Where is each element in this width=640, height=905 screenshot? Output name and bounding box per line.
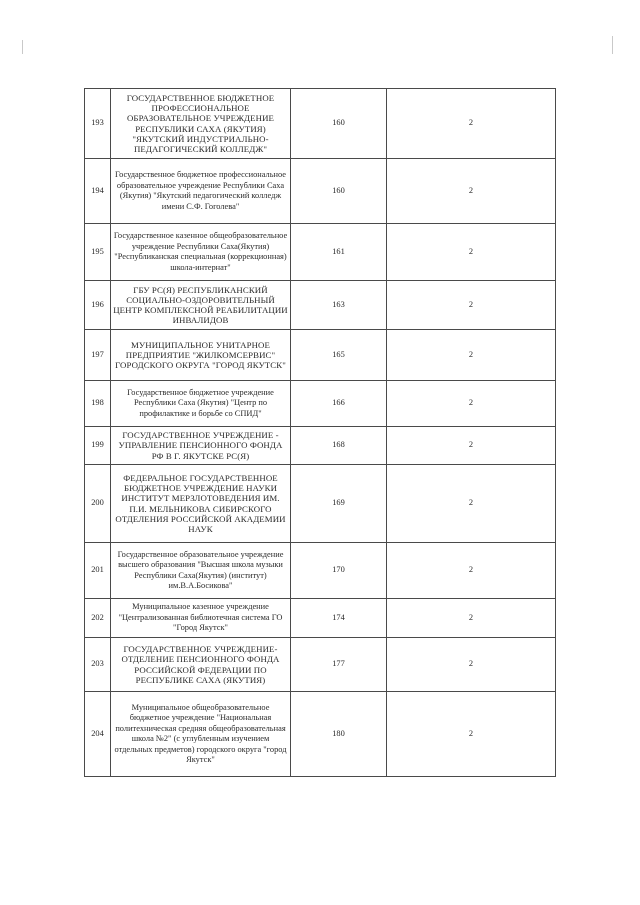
table-row	[85, 638, 556, 692]
right-scan-mark	[612, 36, 613, 54]
organization-name: Государственное казенное общеобразовательное учреждение Республики Саха(Якутия) "Республиканская специальная (коррекционная) школа-интернат"	[111, 224, 291, 281]
organization-name: ГОСУДАРСТВЕННОЕ УЧРЕЖДЕНИЕ-ОТДЕЛЕНИЕ ПЕНСИОННОГО ФОНДА РОССИЙСКОЙ ФЕДЕРАЦИИ ПО РЕСПУБЛИКЕ САХА (ЯКУТИЯ)	[111, 638, 291, 692]
left-scan-mark	[22, 40, 23, 54]
row-value: 2	[387, 638, 556, 692]
table-row	[85, 543, 556, 599]
table-row	[85, 427, 556, 465]
organizations-table	[84, 88, 556, 777]
row-value: 2	[387, 224, 556, 281]
row-number: 199	[85, 427, 111, 465]
row-value: 2	[387, 89, 556, 159]
row-number: 195	[85, 224, 111, 281]
row-code: 161	[291, 224, 387, 281]
table-row	[85, 89, 556, 159]
row-value: 2	[387, 381, 556, 427]
row-code: 169	[291, 465, 387, 543]
row-number: 204	[85, 692, 111, 777]
row-number: 201	[85, 543, 111, 599]
table-row	[85, 330, 556, 381]
organization-name: ФЕДЕРАЛЬНОЕ ГОСУДАРСТВЕННОЕ БЮДЖЕТНОЕ УЧРЕЖДЕНИЕ НАУКИ ИНСТИТУТ МЕРЗЛОТОВЕДЕНИЯ ИМ. П.И. МЕЛЬНИКОВА СИБИРСКОГО ОТДЕЛЕНИЯ РОССИЙСКОЙ АКАДЕМИИ НАУК	[111, 465, 291, 543]
row-code: 177	[291, 638, 387, 692]
row-value: 2	[387, 543, 556, 599]
row-number: 194	[85, 159, 111, 224]
organization-name: МУНИЦИПАЛЬНОЕ УНИТАРНОЕ ПРЕДПРИЯТИЕ "ЖИЛКОМСЕРВИС" ГОРОДСКОГО ОКРУГА "ГОРОД ЯКУТСК"	[111, 330, 291, 381]
organization-name: ГБУ РС(Я) РЕСПУБЛИКАНСКИЙ СОЦИАЛЬНО-ОЗДОРОВИТЕЛЬНЫЙ ЦЕНТР КОМПЛЕКСНОЙ РЕАБИЛИТАЦИИ ИНВАЛИДОВ	[111, 281, 291, 330]
organization-name: Муниципальное общеобразовательное бюджетное учреждение "Национальная политехническая средняя общеобразовательная школа №2" (с углубленным изучением отдельных предметов) городского округа "город Якутск"	[111, 692, 291, 777]
row-number: 193	[85, 89, 111, 159]
organization-name: ГОСУДАРСТВЕННОЕ БЮДЖЕТНОЕ ПРОФЕССИОНАЛЬНОЕ ОБРАЗОВАТЕЛЬНОЕ УЧРЕЖДЕНИЕ РЕСПУБЛИКИ САХА (ЯКУТИЯ) "ЯКУТСКИЙ ИНДУСТРИАЛЬНО-ПЕДАГОГИЧЕСКИЙ КОЛЛЕДЖ"	[111, 89, 291, 159]
table-row	[85, 599, 556, 638]
row-value: 2	[387, 599, 556, 638]
row-value: 2	[387, 330, 556, 381]
row-value: 2	[387, 159, 556, 224]
row-value: 2	[387, 427, 556, 465]
row-number: 203	[85, 638, 111, 692]
row-code: 165	[291, 330, 387, 381]
table-row	[85, 692, 556, 777]
table-row	[85, 224, 556, 281]
row-code: 170	[291, 543, 387, 599]
row-code: 160	[291, 159, 387, 224]
row-code: 163	[291, 281, 387, 330]
organization-name: Государственное образовательное учреждение высшего образования "Высшая школа музыки Республики Саха(Якутия) (институт) им.В.А.Босикова"	[111, 543, 291, 599]
row-value: 2	[387, 465, 556, 543]
row-value: 2	[387, 692, 556, 777]
organization-name: Государственное бюджетное профессиональное образовательное учреждение Республики Саха (Якутия) "Якутский педагогический колледж имени С.Ф. Гоголева"	[111, 159, 291, 224]
table-body	[85, 89, 556, 777]
row-code: 160	[291, 89, 387, 159]
table-row	[85, 381, 556, 427]
table-row	[85, 465, 556, 543]
row-code: 166	[291, 381, 387, 427]
row-number: 202	[85, 599, 111, 638]
row-number: 197	[85, 330, 111, 381]
table-row	[85, 281, 556, 330]
row-value: 2	[387, 281, 556, 330]
organization-name: ГОСУДАРСТВЕННОЕ УЧРЕЖДЕНИЕ - УПРАВЛЕНИЕ ПЕНСИОННОГО ФОНДА РФ В Г. ЯКУТСКЕ РС(Я)	[111, 427, 291, 465]
row-number: 198	[85, 381, 111, 427]
row-code: 174	[291, 599, 387, 638]
row-code: 180	[291, 692, 387, 777]
row-code: 168	[291, 427, 387, 465]
table-row	[85, 159, 556, 224]
row-number: 200	[85, 465, 111, 543]
organization-name: Государственное бюджетное учреждение Республики Саха (Якутия) "Центр по профилактике и борьбе со СПИД"	[111, 381, 291, 427]
organization-name: Муниципальное казенное учреждение "Централизованная библиотечная система ГО "Город Якутск"	[111, 599, 291, 638]
row-number: 196	[85, 281, 111, 330]
